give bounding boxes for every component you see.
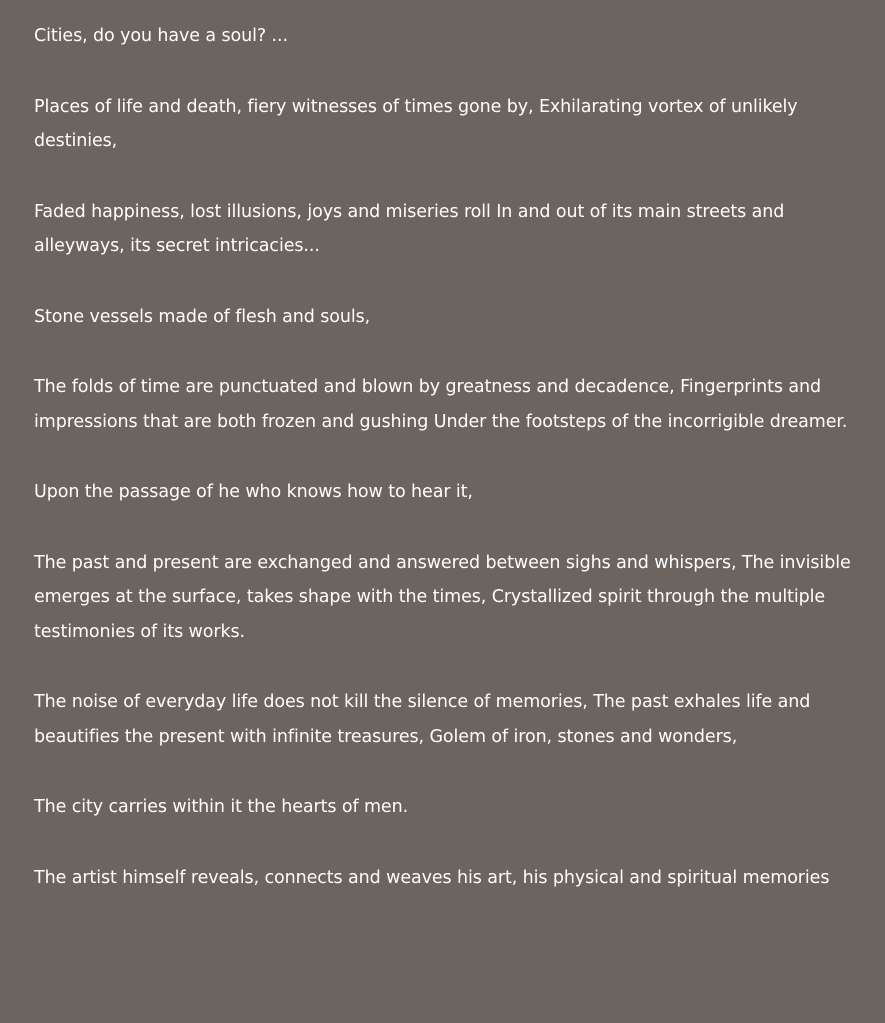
- poem-paragraph-9: The city carries within it the hearts of men.: [34, 797, 409, 817]
- poem-paragraph-1: Cities, do you have a soul? ...: [34, 26, 288, 46]
- poem-paragraph-5: The folds of time are punctuated and blown by greatness and decadence, Fingerprints and impressions that are both frozen and gushing Under the footsteps of the incorrigible dreamer.: [34, 377, 848, 432]
- poem-paragraph-7: The past and present are exchanged and answered between sighs and whispers, The invisible emerges at the surface, takes shape with the times, Crystallized spirit through the multiple testimonies of its works.: [34, 552, 851, 642]
- poem-paragraph-8: The noise of everyday life does not kill the silence of memories, The past exhales life and beautifies the present with infinite treasures, Golem of iron, stones and wonders,: [34, 692, 811, 747]
- poem-paragraph-4: Stone vessels made of flesh and souls,: [34, 306, 371, 327]
- poem-paragraph-10: The artist himself reveals, connects and weaves his art, his physical and spiritual memories: [34, 867, 830, 888]
- poem-paragraph-6: Upon the passage of he who knows how to hear it,: [34, 482, 473, 502]
- poem-paragraph-2: Places of life and death, fiery witnesses of times gone by, Exhilarating vortex of unlikely destinies,: [34, 96, 798, 151]
- poem-paragraph-3: Faded happiness, lost illusions, joys and miseries roll In and out of its main streets and alleyways, its secret intricacies...: [34, 201, 785, 256]
